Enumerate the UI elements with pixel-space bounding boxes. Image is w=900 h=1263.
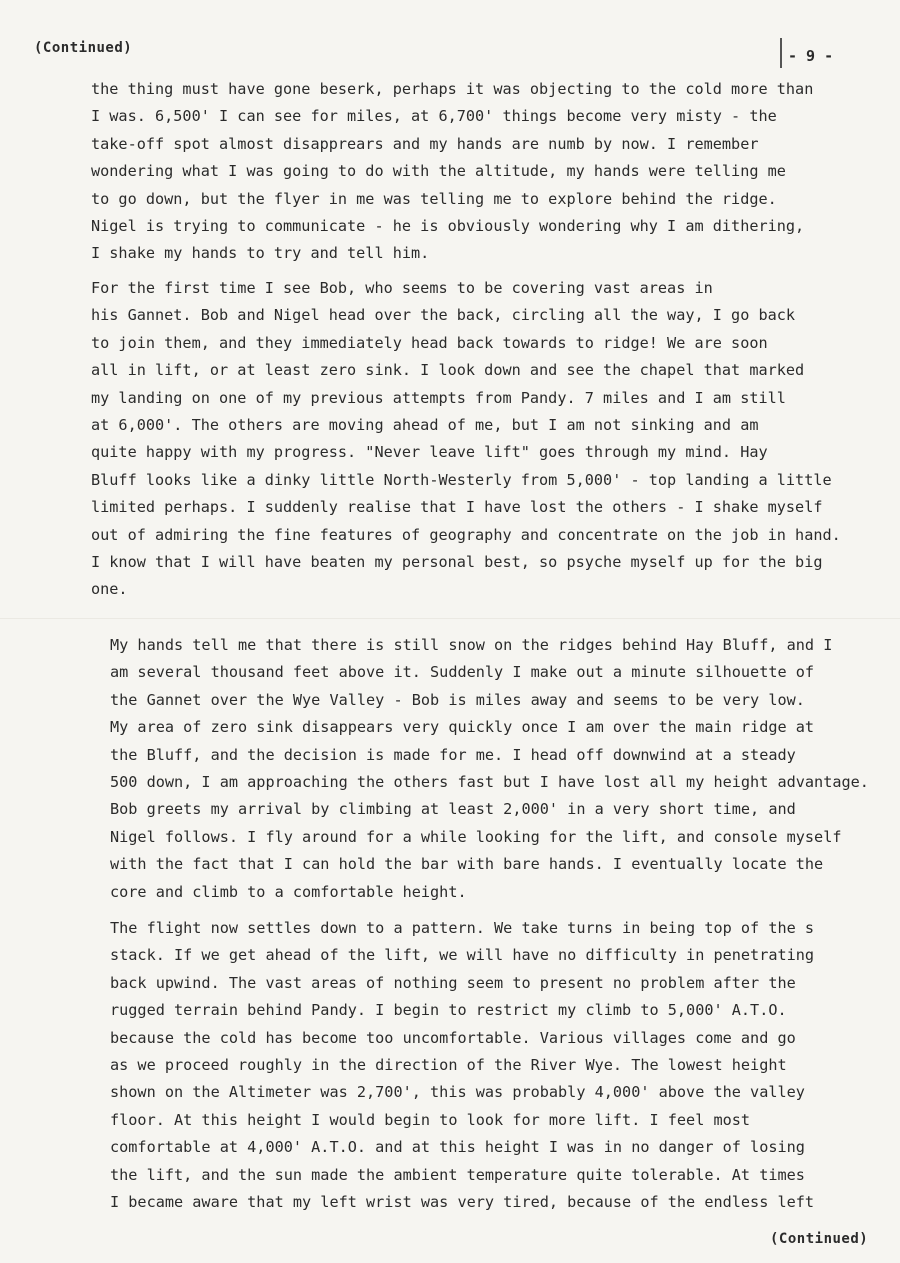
text-line: I was. 6,500' I can see for miles, at 6,700' things become very misty - the bbox=[91, 107, 777, 126]
continued-header: (Continued) bbox=[34, 40, 133, 56]
text-line: Nigel is trying to communicate - he is obviously wondering why I am dithering, bbox=[91, 217, 805, 236]
continued-footer: (Continued) bbox=[770, 1231, 869, 1247]
text-line: Nigel follows. I fly around for a while looking for the lift, and console myself bbox=[110, 827, 842, 846]
text-line: to join them, and they immediately head back towards to ridge! We are soon bbox=[91, 333, 768, 352]
text-line: because the cold has become too uncomfortable. Various villages come and go bbox=[110, 1028, 796, 1047]
text-line: the thing must have gone beserk, perhaps it was objecting to the cold more than bbox=[91, 80, 814, 98]
text-line: Bluff looks like a dinky little North-Westerly from 5,000' - top landing a little bbox=[91, 470, 832, 489]
text-line: core and climb to a comfortable height. bbox=[110, 882, 467, 901]
text-line: all in lift, or at least zero sink. I look down and see the chapel that marked bbox=[91, 361, 805, 380]
show-through-divider bbox=[0, 618, 900, 619]
text-line: at 6,000'. The others are moving ahead of me, but I am not sinking and am bbox=[91, 416, 759, 435]
text-line: For the first time I see Bob, who seems to be covering vast areas in bbox=[91, 279, 713, 297]
page-number: - 9 - bbox=[788, 47, 834, 65]
paragraph-2 bbox=[91, 275, 841, 604]
text-line: The flight now settles down to a pattern. We take turns in being top of the s bbox=[110, 919, 815, 937]
text-line: My hands tell me that there is still snow on the ridges behind Hay Bluff, and I bbox=[110, 636, 833, 654]
text-line: 500 down, I am approaching the others fast but I have lost all my height advantage. bbox=[110, 773, 869, 792]
text-line: wondering what I was going to do with the altitude, my hands were telling me bbox=[91, 162, 786, 181]
text-line: Bob greets my arrival by climbing at least 2,000' in a very short time, and bbox=[110, 800, 796, 819]
text-line: am several thousand feet above it. Suddenly I make out a minute silhouette of bbox=[110, 663, 815, 682]
text-line: out of admiring the fine features of geography and concentrate on the job in hand. bbox=[91, 525, 841, 544]
text-line: the Gannet over the Wye Valley - Bob is miles away and seems to be very low. bbox=[110, 690, 805, 709]
text-line: limited perhaps. I suddenly realise that I have lost the others - I shake myself bbox=[91, 498, 823, 517]
text-line: I know that I will have beaten my personal best, so psyche myself up for the big bbox=[91, 553, 823, 572]
text-line: My area of zero sink disappears very quickly once I am over the main ridge at bbox=[110, 718, 815, 737]
text-line: stack. If we get ahead of the lift, we will have no difficulty in penetrating bbox=[110, 946, 815, 965]
text-line: the Bluff, and the decision is made for me. I head off downwind at a steady bbox=[110, 745, 796, 764]
text-line: floor. At this height I would begin to look for more lift. I feel most bbox=[110, 1110, 751, 1129]
text-line: one. bbox=[91, 580, 128, 599]
text-line: comfortable at 4,000' A.T.O. and at this height I was in no danger of losing bbox=[110, 1138, 805, 1157]
text-line: to go down, but the flyer in me was telling me to explore behind the ridge. bbox=[91, 189, 777, 208]
text-line: rugged terrain behind Pandy. I begin to restrict my climb to 5,000' A.T.O. bbox=[110, 1001, 787, 1020]
text-line: take-off spot almost disapprears and my hands are numb by now. I remember bbox=[91, 134, 759, 153]
text-line: I shake my hands to try and tell him. bbox=[91, 244, 430, 263]
text-line: with the fact that I can hold the bar with bare hands. I eventually locate the bbox=[110, 855, 824, 874]
text-line: as we proceed roughly in the direction of the River Wye. The lowest height bbox=[110, 1056, 787, 1075]
text-line: the lift, and the sun made the ambient temperature quite tolerable. At times bbox=[110, 1165, 805, 1184]
paragraph-4 bbox=[110, 915, 814, 1216]
text-line: shown on the Altimeter was 2,700', this was probably 4,000' above the valley bbox=[110, 1083, 805, 1102]
text-line: I became aware that my left wrist was very tired, because of the endless left bbox=[110, 1193, 815, 1212]
text-line: his Gannet. Bob and Nigel head over the back, circling all the way, I go back bbox=[91, 306, 796, 325]
text-line: quite happy with my progress. "Never leave lift" goes through my mind. Hay bbox=[91, 443, 768, 462]
paragraph-1 bbox=[91, 76, 813, 268]
text-line: back upwind. The vast areas of nothing seem to present no problem after the bbox=[110, 973, 796, 992]
text-line: my landing on one of my previous attempts from Pandy. 7 miles and I am still bbox=[91, 388, 786, 407]
page-number-bracket bbox=[780, 38, 782, 68]
paragraph-3 bbox=[110, 632, 869, 906]
